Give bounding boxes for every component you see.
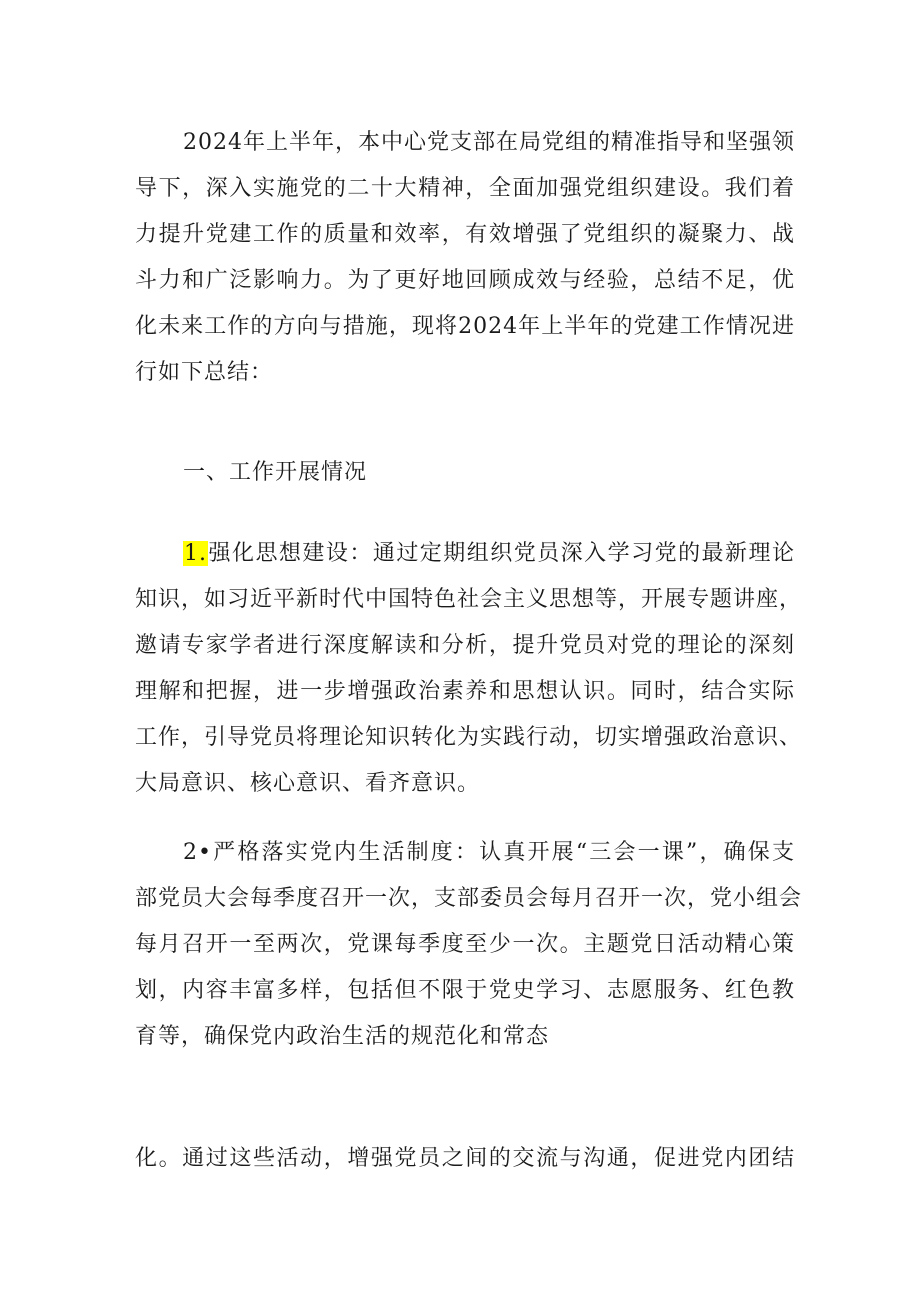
item-2-paragraph [135, 830, 803, 1060]
tail-line: 化。通过这些活动，增强党员之间的交流与沟通，促进党内团结 [135, 1146, 795, 1171]
intro-line: 斗力和广泛影响力。为了更好地回顾成效与经验，总结不足，优 [135, 268, 795, 293]
item-1-first-line-text: 强化思想建设：通过定期组织党员深入学习党的最新理论 [208, 541, 795, 566]
item-1-paragraph [135, 531, 803, 807]
item-1-line: 大局意识、核心意识、看齐意识。 [135, 771, 481, 796]
intro-line: 力提升党建工作的质量和效率，有效增强了党组织的凝聚力、战 [135, 222, 795, 247]
tail-paragraph [135, 1136, 795, 1182]
section-heading-block [135, 450, 795, 496]
item-2-line: 划，内容丰富多样，包括但不限于党史学习、志愿服务、红色教 [135, 978, 795, 1003]
item-1-first-line [135, 531, 795, 577]
intro-paragraph [135, 120, 795, 396]
item-2-line: 2•严格落实党内生活制度：认真开展“三会一课”，确保支 [183, 840, 795, 865]
item-1-line: 邀请专家学者进行深度解读和分析，提升党员对党的理论的深刻 [135, 633, 795, 658]
intro-line: 导下，深入实施党的二十大精神，全面加强党组织建设。我们着 [135, 176, 795, 201]
item-1-line: 理解和把握，进一步增强政治素养和思想认识。同时，结合实际 [135, 679, 795, 704]
intro-line: 化未来工作的方向与措施，现将2024年上半年的党建工作情况进 [135, 314, 795, 339]
item-2-line: 育等，确保党内政治生活的规范化和常态 [135, 1024, 550, 1049]
section-heading: 一、工作开展情况 [183, 460, 368, 485]
item-1-number-highlight: 1. [184, 541, 207, 566]
item-1-line: 知识，如习近平新时代中国特色社会主义思想等，开展专题讲座， [135, 587, 803, 612]
item-2-line: 部党员大会每季度召开一次，支部委员会每月召开一次，党小组会 [135, 886, 803, 911]
item-2-line: 每月召开一至两次，党课每季度至少一次。主题党日活动精心策 [135, 932, 795, 957]
intro-line: 2024年上半年，本中心党支部在局党组的精准指导和坚强领 [183, 130, 795, 155]
intro-line: 行如下总结： [135, 360, 274, 385]
item-1-line: 工作，引导党员将理论知识转化为实践行动，切实增强政治意识、 [135, 725, 803, 750]
